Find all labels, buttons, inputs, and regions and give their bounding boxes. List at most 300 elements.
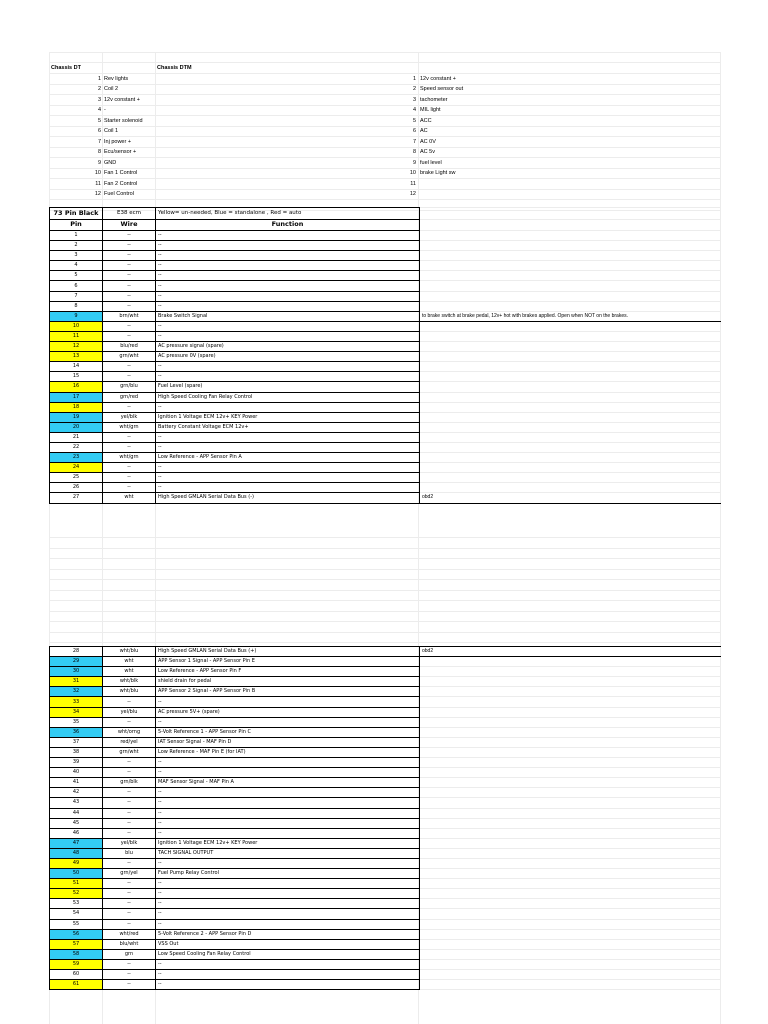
pin-number: 14 [50,362,103,372]
pin-note [420,717,721,727]
pin-function: -- [156,483,420,493]
chassis-dt-pin-label: Starter solenoid [104,117,143,124]
wire-color: -- [103,271,156,281]
pin-number: 33 [50,697,103,707]
wire-color: wht [103,657,156,667]
gridline-horizontal [49,590,720,591]
pin-row [50,352,721,362]
chassis-dtm-pin-number: 5 [412,117,416,124]
pin-note [420,342,721,352]
pin-number: 40 [50,768,103,778]
pin-number: 28 [50,647,103,657]
pin-row [50,241,721,251]
chassis-dt-pin-label: Inj power + [104,138,132,145]
pin-number: 41 [50,778,103,788]
pin-function: -- [156,980,420,990]
pin-note [420,687,721,697]
pin-function: AC pressure signal (spare) [156,342,420,352]
pin-note [420,899,721,909]
pin-note [420,382,721,392]
pin-number: 48 [50,848,103,858]
wire-color: -- [103,879,156,889]
pin-row [50,342,721,352]
pin-function: -- [156,432,420,442]
pin-row [50,422,721,432]
pin-function: -- [156,899,420,909]
pin-note [420,737,721,747]
pin-note [420,758,721,768]
pin-row [50,889,721,899]
pin-function: -- [156,321,420,331]
chassis-dtm-pin-label: Speed sensor out [420,86,464,92]
pin-note [420,727,721,737]
pin-row [50,667,721,677]
pin-number: 47 [50,838,103,848]
chassis-dtm-pin-number: 12 [409,191,416,197]
wire-color: -- [103,768,156,778]
chassis-dt-pin-number: 11 [95,180,101,187]
gridline-horizontal [49,548,720,549]
pin-note [420,808,721,818]
wire-color: -- [103,362,156,372]
wire-color: blu [103,848,156,858]
pin-function: -- [156,231,420,241]
wire-color: blu/red [103,342,156,352]
gridline-horizontal [49,62,720,63]
pin-number: 2 [50,241,103,251]
pin-note [420,980,721,990]
pin-function: Ignition 1 Voltage ECM 12v+ KEY Power [156,838,420,848]
pin-function: MAF Sensor Signal - MAF Pin A [156,778,420,788]
chassis-dt-pin-number: 9 [97,159,101,166]
wire-color: wht/grn [103,422,156,432]
pin-function: -- [156,818,420,828]
pin-row [50,442,721,452]
wire-color: -- [103,281,156,291]
chassis-dt-pin-label: Fan 2 Control [104,180,138,187]
pin-function: APP Sensor 1 Signal - APP Sensor Pin E [156,657,420,667]
pin-note [420,281,721,291]
wire-color: yel/blu [103,707,156,717]
chassis-dtm-pin-label: AC [420,128,428,134]
header-wire: Wire [103,219,156,231]
pin-note [420,707,721,717]
ecm-label: E38 ecm [103,208,156,220]
pin-row [50,677,721,687]
pin-note [420,848,721,858]
pin-number: 17 [50,392,103,402]
pin-row [50,939,721,949]
wire-color: grn/wht [103,352,156,362]
pin-number: 13 [50,352,103,362]
pin-function: Ignition 1 Voltage ECM 12v+ KEY Power [156,412,420,422]
wire-color: wht/orng [103,727,156,737]
gridline-horizontal [49,537,720,538]
pin-number: 57 [50,939,103,949]
pin-note [420,261,721,271]
pin-number: 49 [50,858,103,868]
pin-row [50,758,721,768]
pin-number: 46 [50,828,103,838]
wire-color: -- [103,483,156,493]
pin-number: 4 [50,261,103,271]
gridline-horizontal [49,632,720,633]
pin-row [50,291,721,301]
wire-color: grn/wht [103,747,156,757]
wire-color: -- [103,818,156,828]
pin-note [420,483,721,493]
pin-function: -- [156,291,420,301]
wire-color: -- [103,372,156,382]
chassis-dt-pin-number: 7 [97,138,101,145]
pin-number: 60 [50,970,103,980]
wire-color: -- [103,251,156,261]
wire-color: grn [103,949,156,959]
pin-number: 23 [50,453,103,463]
pin-number: 29 [50,657,103,667]
pin-function: -- [156,808,420,818]
pin-note: obd2 [420,493,721,503]
pin-function: TACH SIGNAL OUTPUT [156,848,420,858]
pin-number: 6 [50,281,103,291]
pin-row [50,382,721,392]
chassis-dtm-pin-number: 10 [409,170,416,176]
header-function: Function [156,219,420,231]
chassis-dtm-pin-label: 12v constant + [420,75,456,82]
pin-function: Low Reference - MAF Pin E (for IAT) [156,747,420,757]
pin-note [420,778,721,788]
pin-function: VSS Out [156,939,420,949]
wire-color: -- [103,442,156,452]
pin-row [50,321,721,331]
pin-number: 8 [50,301,103,311]
pin-row [50,647,721,657]
pin-note [420,392,721,402]
pin-number: 58 [50,949,103,959]
pin-row [50,301,721,311]
pin-note: obd2 [420,647,721,657]
gridline-horizontal [49,642,720,643]
wire-color: grn/blu [103,382,156,392]
wire-color: -- [103,321,156,331]
pin-function: Brake Switch Signal [156,311,420,321]
pin-function: -- [156,402,420,412]
pin-note [420,372,721,382]
pin-function: -- [156,959,420,969]
wire-color: wht [103,493,156,503]
pin-row [50,828,721,838]
chassis-dt-pin-label: Ecu/sensor + [104,149,137,155]
wire-color: grn/blk [103,778,156,788]
pin-function: -- [156,331,420,341]
wire-color: wht/blk [103,677,156,687]
wire-color: -- [103,980,156,990]
pin-note [420,858,721,868]
chassis-dt-pin-number: 4 [97,107,101,113]
chassis-dtm-pin-number: 3 [412,96,416,103]
pin-note [420,453,721,463]
pin-number: 7 [50,291,103,301]
pin-function: Battery Constant Voltage ECM 12v+ [156,422,420,432]
pin-note [420,362,721,372]
pin-function: AC pressure 5V+ (spare) [156,707,420,717]
wire-color: -- [103,788,156,798]
wire-color: -- [103,970,156,980]
chassis-dt-pin-label: Rev lights [104,75,129,82]
gridline-horizontal [49,558,720,559]
wire-color: -- [103,261,156,271]
wire-color: brn/wht [103,311,156,321]
chassis-dt-pin-label: Fan 1 Control [104,170,138,176]
connector-title: 73 Pin Black [50,208,103,220]
pin-number: 38 [50,747,103,757]
pin-function: -- [156,758,420,768]
wire-color: -- [103,909,156,919]
pin-row [50,970,721,980]
pin-row [50,493,721,503]
pin-function: Fuel Level (spare) [156,382,420,392]
color-legend: Yellow= un-needed, Blue = standalone , Red = auto [156,208,420,220]
chassis-dt-pin-number: 2 [97,86,101,92]
pin-function: Low Speed Cooling Fan Relay Control [156,949,420,959]
pin-number: 26 [50,483,103,493]
wire-color: -- [103,301,156,311]
chassis-dt-pin-label: Coil 1 [104,128,119,134]
pin-note [420,768,721,778]
pin-note [420,970,721,980]
gridline-horizontal [49,199,720,200]
pin-function: High Speed Cooling Fan Relay Control [156,392,420,402]
pin-row [50,929,721,939]
pin-note [420,667,721,677]
pin-number: 20 [50,422,103,432]
pin-row [50,909,721,919]
pin-number: 10 [50,321,103,331]
wire-color: -- [103,858,156,868]
chassis-dt-pin-number: 10 [94,170,101,176]
pin-number: 32 [50,687,103,697]
pin-function: Low Reference - APP Sensor Pin F [156,667,420,677]
chassis-dt-pin-label: 12v constant + [104,96,140,103]
pin-note [420,291,721,301]
wire-color: wht/blu [103,687,156,697]
pin-row [50,687,721,697]
pin-number: 22 [50,442,103,452]
pin-row [50,392,721,402]
chassis-dtm-pin-label: tachometer [420,96,448,103]
chassis-dt-pin-number: 8 [97,149,101,155]
pin-number: 44 [50,808,103,818]
pin-function: -- [156,697,420,707]
pin-number: 16 [50,382,103,392]
wire-color: yel/blk [103,838,156,848]
chassis-dtm-pin-number: 8 [412,149,416,155]
pin-note [420,788,721,798]
gridline-horizontal [49,579,720,580]
gridline-horizontal [49,621,720,622]
chassis-dtm-pin-label: ACC [420,117,432,124]
wire-color: -- [103,899,156,909]
pin-number: 36 [50,727,103,737]
pin-row [50,869,721,879]
pin-row [50,281,721,291]
pin-function: -- [156,717,420,727]
pin-row [50,707,721,717]
pin-number: 25 [50,473,103,483]
pin-row [50,463,721,473]
wire-color: blu/wht [103,939,156,949]
chassis-dt-pin-number: 1 [97,75,101,82]
pin-note [420,321,721,331]
pin-row [50,311,721,321]
pin-function: -- [156,301,420,311]
pin-number: 35 [50,717,103,727]
pin-row [50,788,721,798]
chassis-dt-pin-number: 6 [97,128,101,134]
pin-function: -- [156,909,420,919]
chassis-dt-pin-number: 12 [94,191,101,197]
wire-color: wht [103,667,156,677]
pin-function: -- [156,889,420,899]
pin-row [50,737,721,747]
wire-color: wht/grn [103,453,156,463]
pin-row [50,271,721,281]
wire-color: wht/blu [103,647,156,657]
pin-row [50,858,721,868]
chassis-dtm-pin-number: 7 [412,138,416,145]
pin-number: 18 [50,402,103,412]
pin-function: shield drain for pedal [156,677,420,687]
note-cell [420,219,721,231]
wire-color: -- [103,231,156,241]
pin-row [50,657,721,667]
pin-row [50,697,721,707]
pin-function: -- [156,858,420,868]
pin-note [420,442,721,452]
chassis-dt-pin-number: 3 [97,96,101,103]
pin-note [420,869,721,879]
pin-note [420,301,721,311]
wire-color: wht/red [103,929,156,939]
wire-color: grn/red [103,392,156,402]
pin-function: 5-Volt Reference 2 - APP Sensor Pin D [156,929,420,939]
chassis-dtm-pin-label: AC 5v [420,149,435,155]
pin-row [50,432,721,442]
chassis-dtm-pin-number: 6 [412,128,416,134]
chassis-dtm-pin-label: fuel level [420,159,442,166]
chassis-dtm-pin-number: 11 [410,180,416,187]
chassis-dt-pin-number: 5 [97,117,101,124]
chassis-dt-pin-label: GND [104,159,117,166]
pin-note [420,657,721,667]
pin-note [420,828,721,838]
pin-number: 51 [50,879,103,889]
pin-number: 50 [50,869,103,879]
pin-function: -- [156,463,420,473]
pin-function: Low Reference - APP Sensor Pin A [156,453,420,463]
pin-note [420,271,721,281]
wire-color: -- [103,331,156,341]
pin-function: High Speed GMLAN Serial Data Bus (+) [156,647,420,657]
pin-number: 52 [50,889,103,899]
chassis-dtm-pin-number: 1 [412,75,416,82]
table-title-row [50,208,721,220]
pin-number: 45 [50,818,103,828]
pin-note [420,422,721,432]
pin-note [420,939,721,949]
pin-function: -- [156,879,420,889]
pin-number: 42 [50,788,103,798]
pin-number: 54 [50,909,103,919]
pin-row [50,798,721,808]
chassis-dt-pin-label: Fuel Control [104,191,134,197]
gridline-horizontal [49,569,720,570]
chassis-dt-pin-label: - [104,107,106,113]
wire-color: -- [103,717,156,727]
pin-note [420,798,721,808]
pin-function: APP Sensor 2 Signal - APP Sensor Pin B [156,687,420,697]
pin-note [420,919,721,929]
pin-number: 37 [50,737,103,747]
pin-row [50,848,721,858]
pin-row [50,818,721,828]
pin-note [420,929,721,939]
pin-number: 19 [50,412,103,422]
pin-function: AC pressure 0V (spare) [156,352,420,362]
wire-color: -- [103,889,156,899]
pin-function: -- [156,261,420,271]
pin-table-bottom [49,646,721,990]
pin-note [420,818,721,828]
wire-color: -- [103,808,156,818]
wire-color: -- [103,402,156,412]
pin-number: 21 [50,432,103,442]
pin-row [50,838,721,848]
pin-note [420,241,721,251]
pin-row [50,473,721,483]
pin-number: 3 [50,251,103,261]
wire-color: -- [103,241,156,251]
pin-note [420,889,721,899]
pin-note [420,432,721,442]
chassis-dtm-pin-label: brake Light sw [420,170,456,176]
pin-note [420,402,721,412]
pin-function: -- [156,768,420,778]
pin-note [420,747,721,757]
chassis-dtm-pin-label: AC 0V [420,138,436,145]
pin-table-top [49,207,721,504]
pin-number: 34 [50,707,103,717]
pin-function: -- [156,473,420,483]
pin-row [50,879,721,889]
pin-function: -- [156,970,420,980]
pin-note [420,331,721,341]
pin-note [420,473,721,483]
pin-number: 24 [50,463,103,473]
header-pin: Pin [50,219,103,231]
pin-row [50,980,721,990]
pin-row [50,362,721,372]
gridline-horizontal [49,600,720,601]
pin-function: -- [156,241,420,251]
pin-row [50,717,721,727]
pin-number: 27 [50,493,103,503]
pin-number: 53 [50,899,103,909]
chassis-dtm-pin-number: 9 [412,159,416,166]
pin-row [50,402,721,412]
pin-function: -- [156,788,420,798]
pin-row [50,919,721,929]
